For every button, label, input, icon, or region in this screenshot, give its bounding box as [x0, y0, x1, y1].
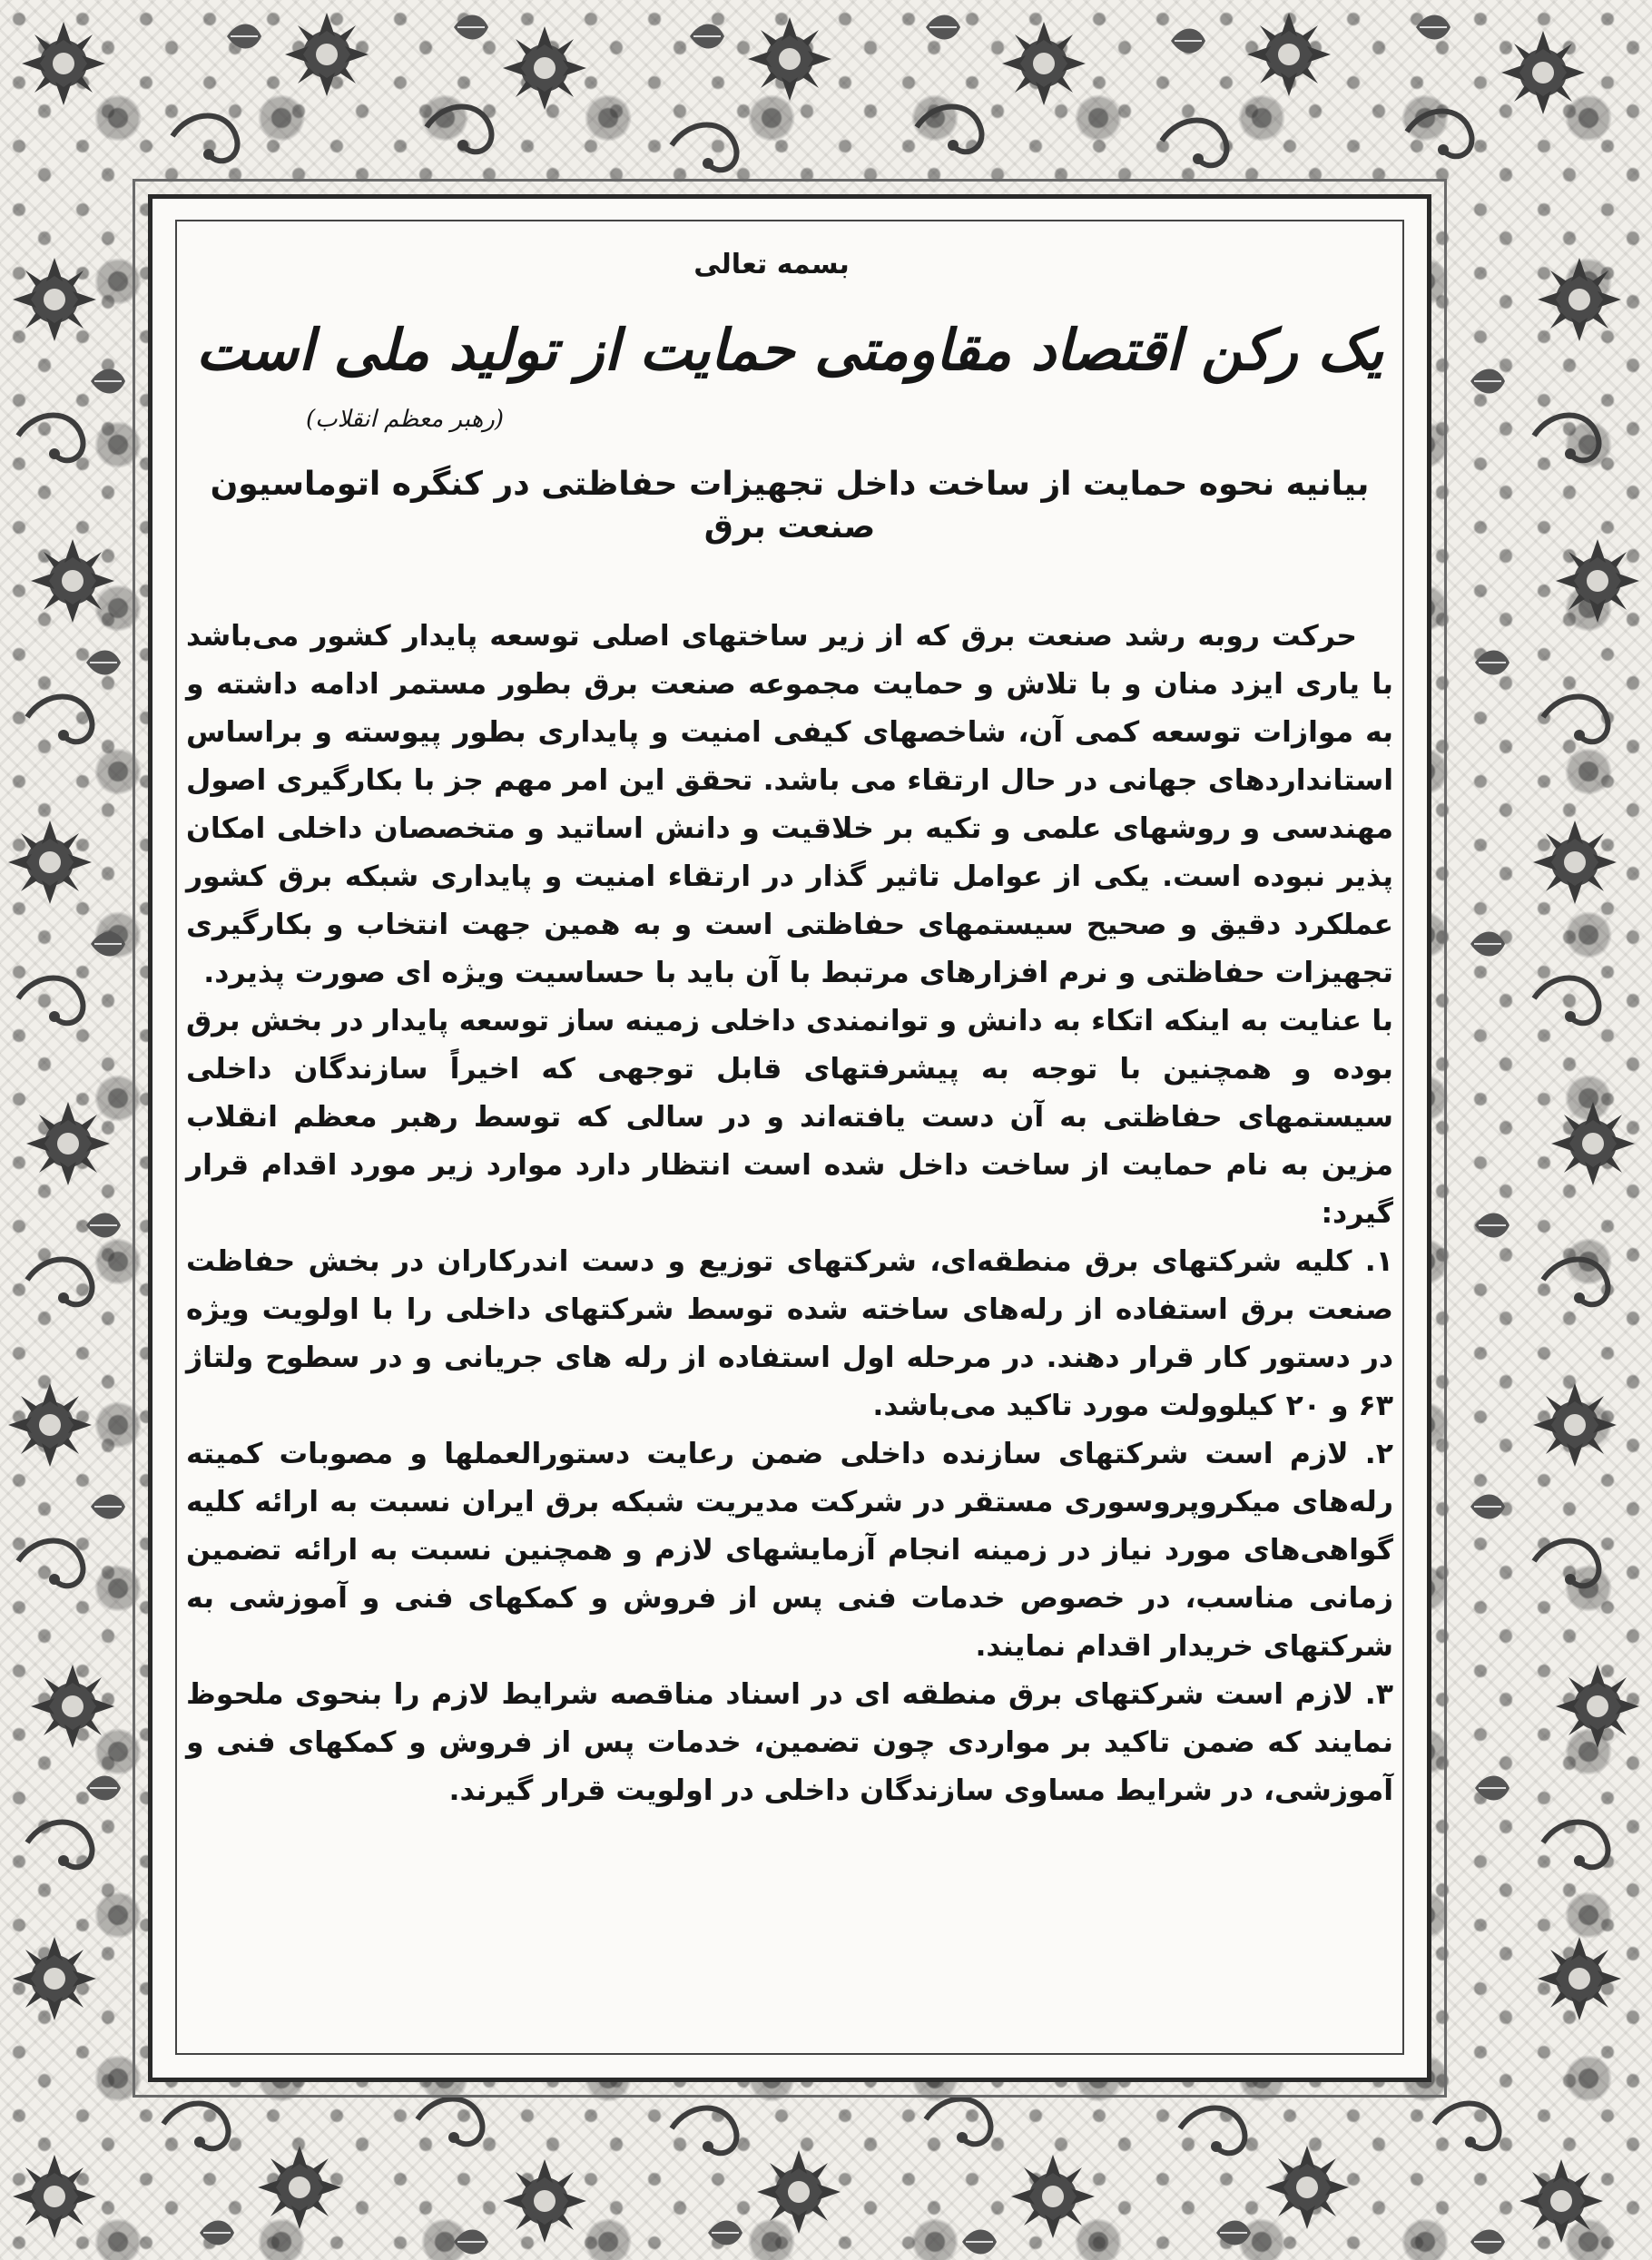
bismillah-heading: بسمه تعالی	[693, 249, 850, 280]
list-item-3: ۳. لازم است شرکتهای برق منطقه ای در اسناد مناقصه شرایط لازم را بنحوی ملحوظ نمایند که ضمن تاکید بر مواردی چون تضمین، خدمات پس از فروش و کمکهای فنی و آموزشی، در شرایط مساوی سازندگان داخلی در اولویت قرار گیرند.	[186, 1677, 1393, 1807]
statement-body	[186, 613, 1393, 1815]
slogan-calligraphy: یک رکن اقتصاد مقاومتی حمایت از تولید ملی است	[195, 317, 1384, 383]
document-content	[186, 236, 1393, 1815]
slogan-attribution: (رهبر معظم انقلاب)	[306, 406, 504, 434]
list-item-1: ۱. کلیه شرکتهای برق منطقه‌ای، شرکتهای توزیع و دست اندرکاران در بخش حفاظت صنعت برق استفاده از رله‌های ساخته شده توسط شرکتهای داخلی را با اولویت ویژه در دستور کار قرار دهند. در مرحله اول استفاده از رله های جریانی و در سطوح ولتاژ ۶۳ و ۲۰ کیلوولت مورد تاکید می‌باشد.	[186, 1244, 1393, 1422]
list-item-2: ۲. لازم است شرکتهای سازنده داخلی ضمن رعایت دستورالعملها و مصوبات کمیته رله‌های میکروپروسوری مستقر در شرکت مدیریت شبکه برق ایران نسبت به ارائه کلیه گواهی‌های مورد نیاز در زمینه انجام آزمایشهای لازم و همچنین نسبت به ارائه تضمین زمانی مناسب، در خصوص خدمات فنی پس از فروش و کمکهای فنی و آموزشی به شرکتهای خریدار اقدام نمایند.	[186, 1437, 1393, 1663]
statement-headline: بیانیه نحوه حمایت از ساخت داخل تجهیزات حفاظتی در کنگره اتوماسیون صنعت برق	[210, 466, 1370, 546]
body-paragraph-2: با عنایت به اینکه اتکاء به دانش و توانمندی داخلی زمینه ساز توسعه پایدار در بخش برق بوده و همچنین با توجه به پیشرفتهای قابل توجهی که اخیراً سازندگان داخلی سیستمهای حفاظتی به آن دست یافته‌اند و در سالی که توسط رهبر معظم انقلاب مزین به نام حمایت از ساخت داخل شده است انتظار دارد موارد زیر مورد اقدام قرار گیرد:	[186, 1004, 1393, 1230]
body-paragraph-1: حرکت روبه رشد صنعت برق که از زیر ساختهای اصلی توسعه پایدار کشور می‌باشد با یاری ایزد منان و با تلاش و حمایت مجموعه صنعت برق بطور مستمر ادامه داشته و به موازات توسعه کمی آن، شاخصهای کیفی امنیت و پایداری بطور پیوسته و براساس استانداردهای جهانی در حال ارتقاء می باشد. تحقق این امر مهم جز با بکارگیری اصول مهندسی و روشهای علمی و تکیه بر خلاقیت و دانش اساتید و متخصصان داخلی امکان پذیر نبوده است. یکی از عوامل تاثیر گذار در ارتقاء امنیت و پایداری شبکه برق کشور عملکرد دقیق و صحیح سیستمهای حفاظتی است و به همین جهت انتخاب و بکارگیری تجهیزات حفاظتی و نرم افزارهای مرتبط با آن باید با حساسیت ویژه ای صورت پذیرد.	[186, 619, 1393, 989]
